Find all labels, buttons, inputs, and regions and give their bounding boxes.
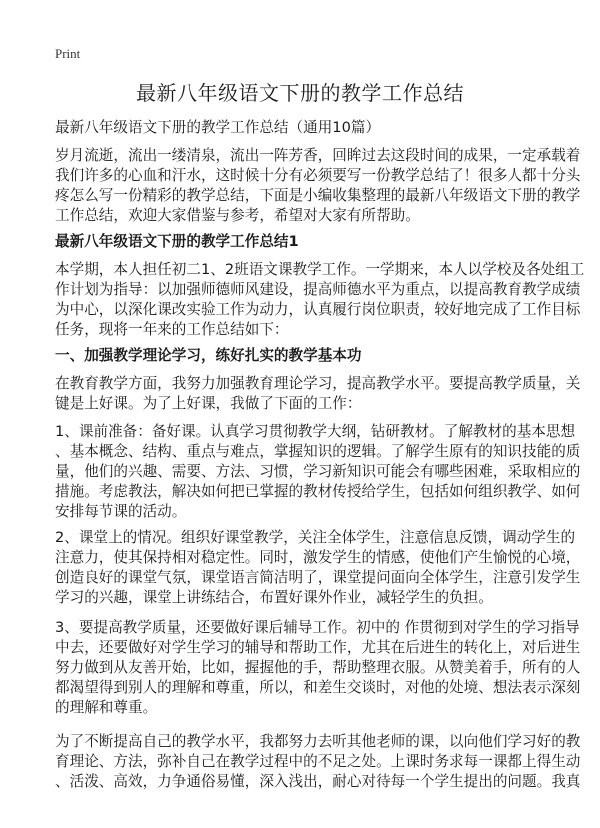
page-title: 最新八年级语文下册的教学工作总结 [136,81,464,105]
paragraph-3 [55,732,581,792]
text-line: 、活泼、高效，力争通俗易懂，深入浅出，耐心对待每一个学生提出的问题。我真 [55,773,581,790]
text-line: 创造良好的课堂气氛，课堂语言简洁明了，课堂提问面向全体学生，注意引发学生 [55,569,581,586]
text-line: 为了不断提高自己的教学水平，我都努力去听其他老师的课，以向他们学习好的教 [55,733,581,750]
list-item-2 [55,528,581,608]
paragraph-2 [55,374,581,414]
text-line: 注意力，使其保持相对稳定性。同时，激发学生的情感，使他们产生愉悦的心境， [55,549,581,566]
subheading [55,346,555,366]
paragraph-1 [55,260,585,340]
text-line: 学习的兴趣，课堂上讲练结合，布置好课外作业，减轻学生的负担。 [55,589,493,606]
text-line: 我们许多的心血和汗水，这时候十分有必须要写一份教学总结了！很多人都十分头 [55,167,581,184]
text-line: 1、课前准备：备好课。认真学习贯彻教学大纲，钻研教材。了解教材的基本思想 [55,423,576,440]
list-item-1 [55,422,581,522]
text-line: 任务，现将一年来的工作总结如下： [55,321,289,338]
text-line: 工作总结，欢迎大家借鉴与参考，希望对大家有所帮助。 [55,207,420,224]
subtitle-text: 最新八年级语文下册的教学工作总结（通用10篇） [55,119,381,136]
text-line: 中去，还要做好对学生学习的辅导和帮助工作，尤其在后进生的转化上，对后进生 [55,639,581,656]
section1-heading: 最新八年级语文下册的教学工作总结1 [55,233,299,250]
subtitle [55,118,555,138]
section-heading [55,232,555,252]
text-line: 育理论、方法，弥补自己在教学过程中的不足之处。上课时务求每一课都上得生动 [55,753,581,770]
text-line: 疼怎么写一份精彩的教学总结，下面是小编收集整理的最新八年级语文下册的教学 [55,187,581,204]
text-line: 2、课堂上的情况。组织好课堂教学，关注全体学生，注意信息反馈，调动学生的 [55,529,576,546]
text-line: 在教育教学方面，我努力加强教育理论学习，提高教学水平。要提高教学质量，关 [55,375,581,392]
heading-one: 一、加强教学理论学习，练好扎实的教学基本功 [55,347,362,364]
text-line: 措施。考虑教法，解决如何把已掌握的教材传授给学生，包括如何组织教学、如何 [55,483,581,500]
text-line: 都渴望得到别人的理解和尊重，所以，和差生交谈时，对他的处境、想法表示深刻 [55,679,581,696]
print-link[interactable]: Print [55,46,81,61]
text-line: 本学期，本人担任初二1、2班语文课教学工作。一学期来，本人以学校及各处组工 [55,261,585,278]
intro-paragraph [55,146,581,226]
text-line: 作计划为指导：以加强师德师风建设，提高师德水平为重点，以提高教育教学成绩 [55,281,581,298]
text-line: 的理解和尊重。 [55,699,158,716]
text-line: 岁月流逝，流出一缕清泉，流出一阵芳香，回眸过去这段时间的成果，一定承载着 [55,147,581,164]
text-line: 努力做到从友善开始，比如，握握他的手，帮助整理衣服。从赞美着手，所有的人 [55,659,581,676]
list-item-3 [55,618,581,718]
text-line: 为中心，以深化课改实验工作为动力，认真履行岗位职责，较好地完成了工作目标 [55,301,581,318]
text-line: 键是上好课。为了上好课，我做了下面的工作： [55,395,362,412]
text-line: 、基本概念、结构、重点与难点，掌握知识的逻辑。了解学生原有的知识技能的质 [55,443,581,460]
text-line: 量，他们的兴趣、需要、方法、习惯，学习新知识可能会有哪些困难，采取相应的 [55,463,581,480]
text-line: 安排每节课的活动。 [55,503,187,520]
text-line: 3、要提高教学质量，还要做好课后辅导工作。初中的 作贯彻到对学生的学习指导 [55,619,580,636]
